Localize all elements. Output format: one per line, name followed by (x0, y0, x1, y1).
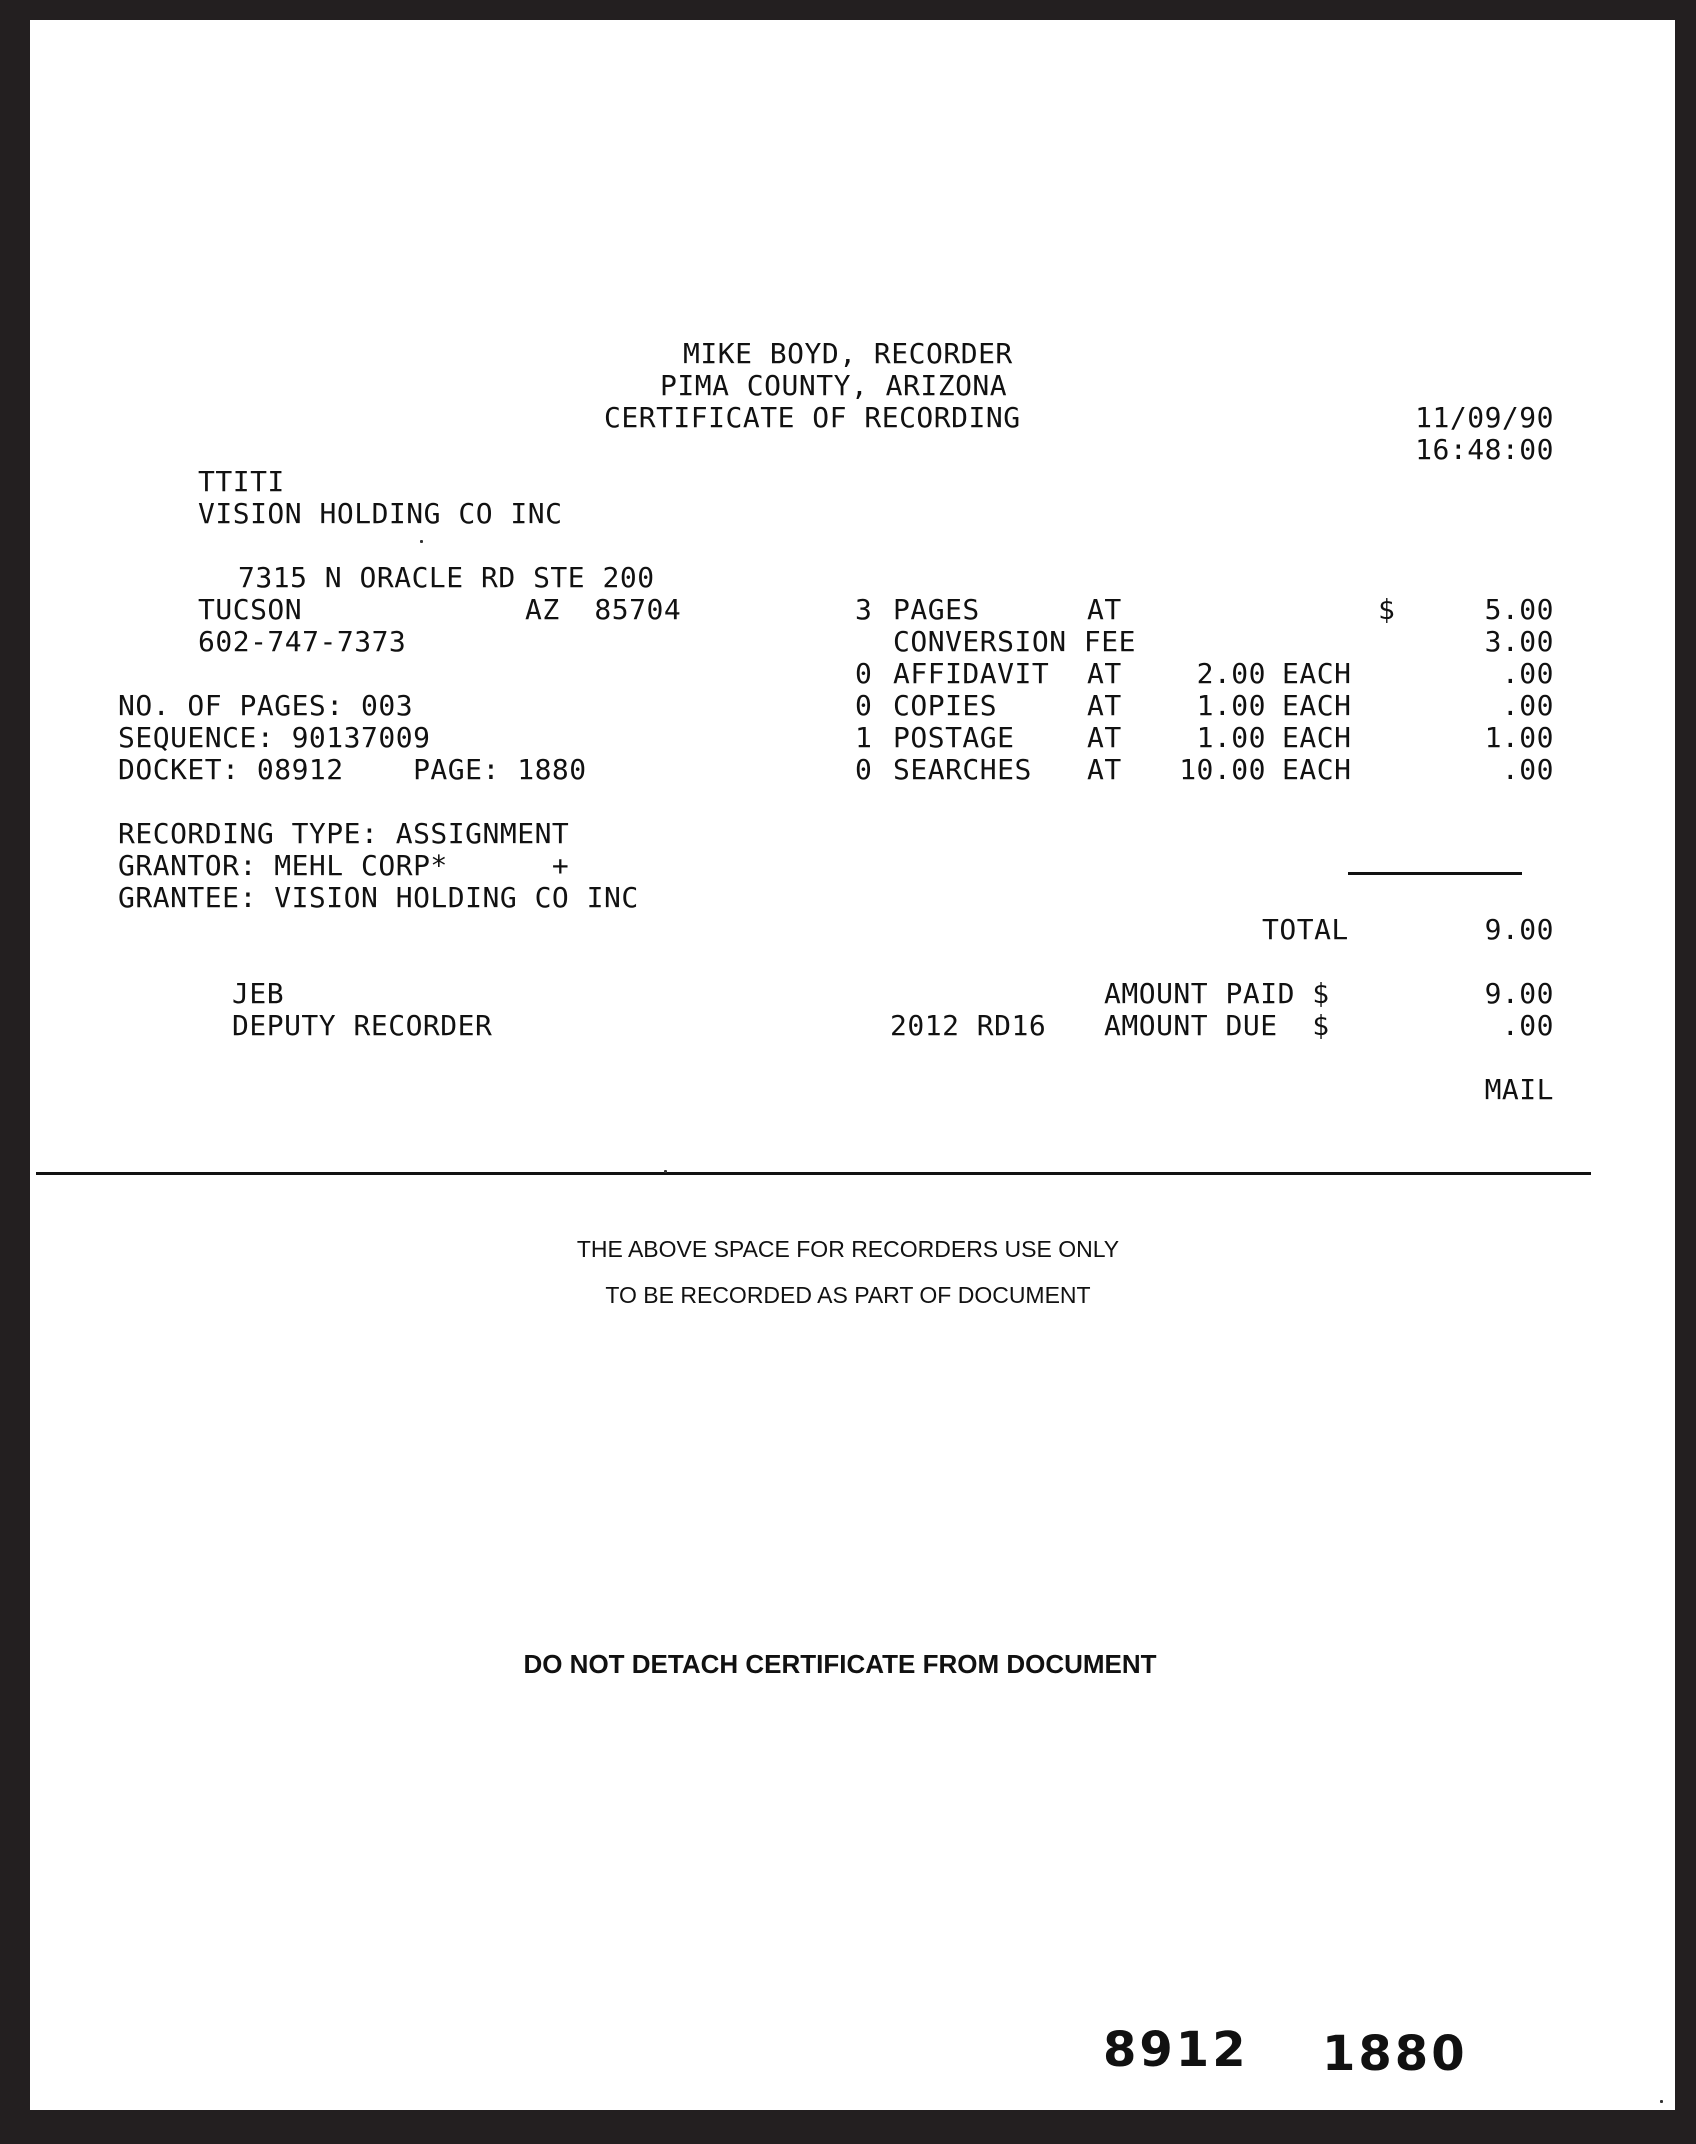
fee-item: AFFIDAVIT (893, 657, 1050, 690)
fee-qty: 3 (855, 593, 873, 626)
scan-speck (664, 1170, 667, 1173)
fee-qty: 0 (855, 689, 873, 722)
fee-qty: 1 (855, 721, 873, 754)
fee-each: EACH (1282, 721, 1352, 754)
sequence-number: SEQUENCE: 90137009 (118, 721, 431, 754)
fee-amount: 1.00 (1484, 721, 1554, 754)
fee-at: AT (1087, 593, 1122, 626)
fee-item: CONVERSION FEE (893, 625, 1137, 658)
party-code: TTITI (198, 465, 285, 498)
fee-rate: 10.00 (1179, 753, 1266, 786)
recording-time: 16:48:00 (1415, 433, 1554, 466)
scan-speck (420, 540, 423, 543)
fee-amount: .00 (1501, 657, 1554, 690)
amount-due: .00 (1501, 1009, 1554, 1042)
scan-speck (1660, 2100, 1663, 2103)
fee-amount: 3.00 (1484, 625, 1554, 658)
fee-qty: 0 (855, 753, 873, 786)
recorder-name: MIKE BOYD, RECORDER (683, 337, 1013, 370)
recording-date: 11/09/90 (1415, 401, 1554, 434)
party-state-zip: AZ 85704 (525, 593, 682, 626)
fee-rate: 1.00 (1196, 689, 1266, 722)
party-address: 7315 N ORACLE RD STE 200 (238, 561, 655, 594)
fee-item: POSTAGE (893, 721, 1015, 754)
mail-indicator: MAIL (1484, 1073, 1554, 1106)
party-phone: 602-747-7373 (198, 625, 407, 658)
fee-rate: 2.00 (1196, 657, 1266, 690)
fee-at: AT (1087, 689, 1122, 722)
docket-page: DOCKET: 08912 PAGE: 1880 (118, 753, 587, 786)
party-name: VISION HOLDING CO INC (198, 497, 563, 530)
fee-item: PAGES (893, 593, 980, 626)
fee-currency: $ (1378, 593, 1396, 626)
grantee: GRANTEE: VISION HOLDING CO INC (118, 881, 639, 914)
recorders-use-notice: THE ABOVE SPACE FOR RECORDERS USE ONLY (576, 1236, 1120, 1262)
recorder-divider (36, 1172, 1591, 1175)
fee-at: AT (1087, 721, 1122, 754)
part-of-document-notice: TO BE RECORDED AS PART OF DOCUMENT (605, 1282, 1091, 1308)
total-amount: 9.00 (1484, 913, 1554, 946)
deputy-initials: JEB (232, 977, 285, 1010)
fee-item: SEARCHES (893, 753, 1032, 786)
stamped-page-number: 1880 (1322, 2026, 1468, 2082)
fee-at: AT (1087, 657, 1122, 690)
fee-qty: 0 (855, 657, 873, 690)
certificate-page (30, 20, 1675, 2110)
fee-amount: .00 (1501, 753, 1554, 786)
total-rule (1348, 872, 1522, 875)
fee-each: EACH (1282, 689, 1352, 722)
amount-due-label: AMOUNT DUE $ (1104, 1009, 1330, 1042)
do-not-detach-notice: DO NOT DETACH CERTIFICATE FROM DOCUMENT (523, 1649, 1157, 1679)
grantor: GRANTOR: MEHL CORP* + (118, 849, 570, 882)
fee-rate: 1.00 (1196, 721, 1266, 754)
fee-amount: .00 (1501, 689, 1554, 722)
amount-paid: 9.00 (1484, 977, 1554, 1010)
stamped-docket-number: 8912 (1103, 2022, 1249, 2078)
fee-each: EACH (1282, 657, 1352, 690)
number-of-pages: NO. OF PAGES: 003 (118, 689, 414, 722)
station-code: 2012 RD16 (890, 1009, 1047, 1042)
recording-type: RECORDING TYPE: ASSIGNMENT (118, 817, 570, 850)
party-city: TUCSON (198, 593, 303, 626)
fee-each: EACH (1282, 753, 1352, 786)
county-name: PIMA COUNTY, ARIZONA (660, 369, 1008, 402)
certificate-title: CERTIFICATE OF RECORDING (604, 401, 1021, 434)
fee-item: COPIES (893, 689, 998, 722)
total-label: TOTAL (1262, 913, 1349, 946)
fee-at: AT (1087, 753, 1122, 786)
fee-amount: 5.00 (1484, 593, 1554, 626)
deputy-title: DEPUTY RECORDER (232, 1009, 493, 1042)
amount-paid-label: AMOUNT PAID $ (1104, 977, 1330, 1010)
